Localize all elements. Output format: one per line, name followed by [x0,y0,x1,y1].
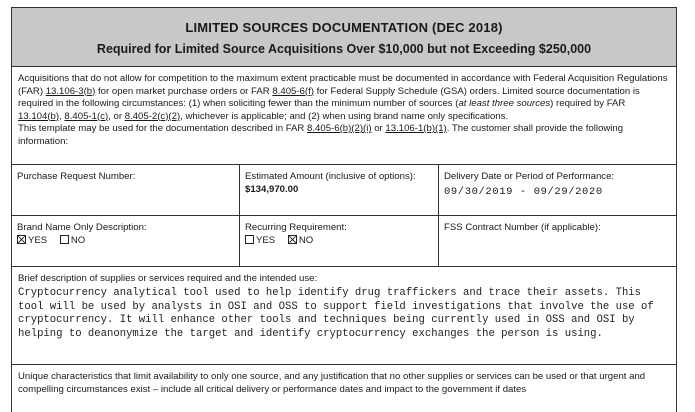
intro-text: , or [108,110,125,122]
recurring-label: Recurring Requirement: [245,222,347,233]
intro-text: , whichever is applicable; and (2) when using brand name only specifications. [180,110,509,122]
brand-no-option[interactable] [60,235,85,246]
estimated-amount-label: Estimated Amount (inclusive of options): [245,171,416,182]
brand-no-label: NO [70,234,86,246]
description-section[interactable] [12,267,676,365]
empty-checkbox-icon[interactable] [60,235,69,244]
intro-paragraph-1 [18,73,671,123]
far-link-13-104b[interactable]: 13.104(b) [18,110,60,122]
recurring-cell [240,216,439,266]
checked-box-icon[interactable] [17,235,26,244]
far-link-8-405-6b2i[interactable]: 8.405-6(b)(2)(i) [307,123,372,134]
delivery-cell[interactable] [439,165,676,215]
fss-cell[interactable] [439,216,676,266]
intro-text: , [59,110,65,122]
fields-row-1 [12,165,676,216]
intro-italic-text: at least three sources [458,98,551,109]
form-page [11,7,677,412]
delivery-value: 09/30/2019 - 09/29/2020 [444,185,603,198]
brand-name-label: Brand Name Only Description: [17,222,147,233]
intro-text: ) required by FAR [550,98,626,109]
form-title: LIMITED SOURCES DOCUMENTATION (DEC 2018) [185,20,503,35]
intro-text: or [371,123,386,134]
intro-text: for Federal Supply Schedule (GSA) orders. Limited source documentation is required in the following circumstances: (1) when soliciting fewer than the minimum number of sources ( [18,85,640,109]
estimated-amount-cell[interactable] [240,165,439,215]
form-header [12,8,676,67]
intro-section [12,67,676,165]
checked-box-icon[interactable] [288,235,297,244]
brand-yes-label: YES [28,234,48,246]
far-link-13-106-1b1[interactable]: 13.106-1(b)(1) [385,123,447,134]
intro-text: This template may be used for the documentation described in FAR [18,123,308,134]
description-text: Cryptocurrency analytical tool used to help identify drug traffickers and trace their assets. This tool will be used by analysts in OSI and OSS to support field investigations that involve the use of cryptocurrency. It will enhance other tools and techniques being currently used in OSS and OSI by helping to deanonymize the target and identify cryptocurrency exchanges the person is using. [18,287,654,340]
estimated-amount-value: $134,970.00 [245,183,299,195]
purchase-request-cell[interactable] [12,165,240,215]
brand-yes-option[interactable] [17,235,47,246]
recurring-no-label: NO [298,234,314,246]
description-label: Brief description of supplies or services required and the intended use: [18,273,318,284]
intro-text: . The customer shall provide the following information: [18,123,624,147]
purchase-request-label: Purchase Request Number: [17,171,136,182]
recurring-yes-label: YES [256,234,276,246]
delivery-label: Delivery Date or Period of Performance: [444,171,615,182]
fss-label: FSS Contract Number (if applicable): [444,222,601,233]
recurring-yes-option[interactable] [245,235,275,246]
far-link-13-106-3b[interactable]: 13.106-3(b) [45,85,96,97]
far-link-8-405-2c2[interactable]: 8.405-2(c)(2) [124,110,181,122]
intro-paragraph-2 [18,123,671,148]
intro-text: Acquisitions that do not allow for competition to the maximum extent practicable must be documented in accordance with Federal Acquisition Regulations (FAR) [18,73,668,97]
recurring-no-option[interactable] [288,235,313,246]
unique-characteristics-section [12,365,676,396]
far-link-8-405-6f[interactable]: 8.405-6(f) [272,85,314,97]
intro-text: for open market purchase orders or FAR [95,85,273,97]
unique-characteristics-text: Unique characteristics that limit availability to only one source, and any justification that no other supplies or services can be used or that urgent and compelling circumstances exist – include all critical delivery or performance dates and impact to the government if dates [18,371,646,395]
fields-row-2 [12,216,676,267]
empty-checkbox-icon[interactable] [245,235,254,244]
form-subtitle: Required for Limited Source Acquisitions Over $10,000 but not Exceeding $250,000 [96,42,592,56]
brand-name-cell [12,216,240,266]
far-link-8-405-1c[interactable]: 8.405-1(c) [64,110,109,122]
